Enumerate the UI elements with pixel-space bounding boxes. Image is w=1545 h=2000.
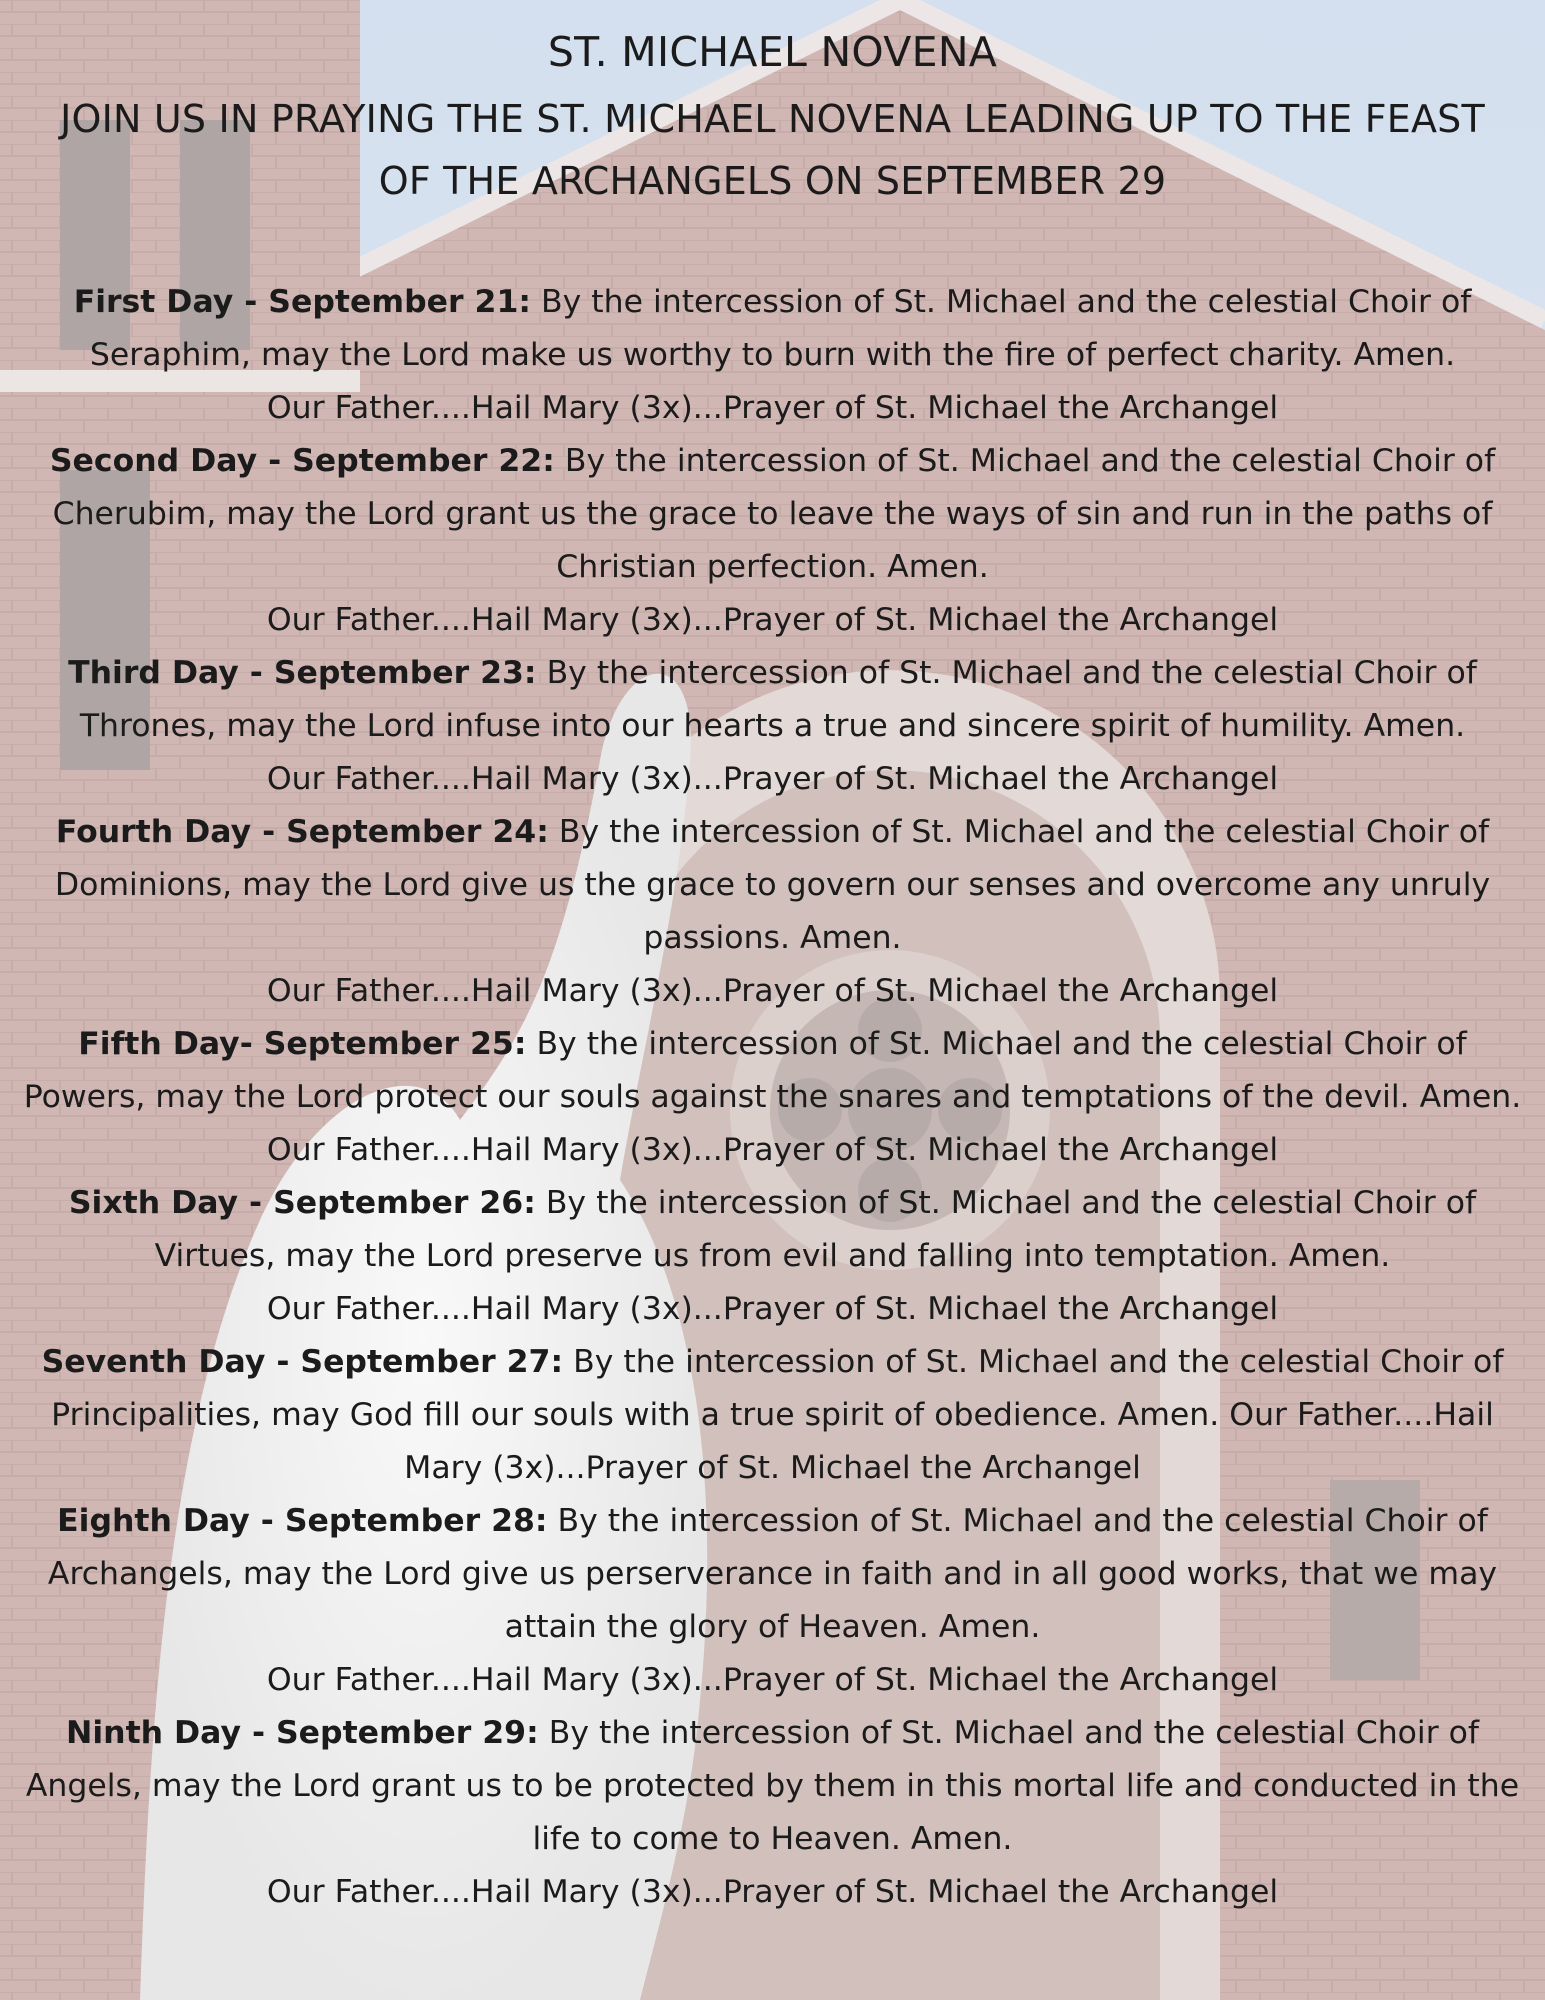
day-text: By the intercession of St. Michael and the celestial Choir of Angels, may the Lord grant us to be protected by them in this mortal life and conducted in the life to come to Heaven. Amen.	[25, 1715, 1520, 1857]
day-label: Ninth Day - September 29:	[65, 1715, 539, 1751]
novena-days	[0, 276, 1545, 1919]
day-label: Third Day - September 23:	[68, 655, 537, 691]
day-label: First Day - September 21:	[73, 284, 531, 320]
day-text: By the intercession of St. Michael and the celestial Choir of Dominions, may the Lord give us the grace to govern our senses and overcome any unruly passions. Amen.	[54, 814, 1491, 956]
day-paragraph	[23, 806, 1523, 965]
day-paragraph	[23, 1336, 1523, 1495]
day-paragraph	[23, 647, 1523, 753]
day-label: Fifth Day- September 25:	[78, 1026, 527, 1062]
day-text: By the intercession of St. Michael and the celestial Choir of Principalities, may God fill our souls with a true spirit of obedience. Amen. Our Father....Hail Mary (3x)...Prayer of St. Michael the Archangel	[51, 1344, 1504, 1486]
novena-day-4	[23, 806, 1523, 1018]
day-label: Second Day - September 22:	[49, 443, 555, 479]
day-prayer: Our Father....Hail Mary (3x)...Prayer of St. Michael the Archangel	[266, 1291, 1279, 1327]
day-text: By the intercession of St. Michael and the celestial Choir of Thrones, may the Lord infuse into our hearts a true and sincere spirit of humility. Amen.	[79, 655, 1477, 744]
day-text: By the intercession of St. Michael and the celestial Choir of Seraphim, may the Lord make us worthy to burn with the fire of perfect charity. Amen.	[89, 284, 1472, 373]
novena-day-8	[23, 1495, 1523, 1707]
day-prayer: Our Father....Hail Mary (3x)...Prayer of St. Michael the Archangel	[266, 390, 1279, 426]
page-title: ST. MICHAEL NOVENA	[547, 28, 998, 76]
novena-day-1	[23, 276, 1523, 435]
novena-day-6	[23, 1177, 1523, 1336]
day-paragraph	[23, 276, 1523, 382]
day-text: By the intercession of St. Michael and the celestial Choir of Archangels, may the Lord give us perserverance in faith and in all good works, that we may attain the glory of Heaven. Amen.	[47, 1503, 1498, 1645]
day-prayer: Our Father....Hail Mary (3x)...Prayer of St. Michael the Archangel	[266, 1662, 1279, 1698]
page-subtitle: JOIN US IN PRAYING THE ST. MICHAEL NOVENA LEADING UP TO THE FEAST OF THE ARCHANGELS ON SEPTEMBER 29	[60, 97, 1485, 203]
day-paragraph	[23, 1707, 1523, 1866]
novena-day-5	[23, 1018, 1523, 1177]
day-prayer: Our Father....Hail Mary (3x)...Prayer of St. Michael the Archangel	[266, 1874, 1279, 1910]
novena-day-2	[23, 435, 1523, 647]
day-label: Sixth Day - September 26:	[68, 1185, 536, 1221]
day-prayer: Our Father....Hail Mary (3x)...Prayer of St. Michael the Archangel	[266, 973, 1279, 1009]
day-text: By the intercession of St. Michael and the celestial Choir of Virtues, may the Lord preserve us from evil and falling into temptation. Amen.	[154, 1185, 1477, 1274]
day-prayer: Our Father....Hail Mary (3x)...Prayer of St. Michael the Archangel	[266, 761, 1279, 797]
day-text: By the intercession of St. Michael and the celestial Choir of Cherubim, may the Lord grant us the grace to leave the ways of sin and run in the paths of Christian perfection. Amen.	[52, 443, 1496, 585]
day-paragraph	[23, 1495, 1523, 1654]
novena-day-3	[23, 647, 1523, 806]
day-label: Eighth Day - September 28:	[57, 1503, 548, 1539]
day-paragraph	[23, 435, 1523, 594]
day-prayer: Our Father....Hail Mary (3x)...Prayer of St. Michael the Archangel	[266, 602, 1279, 638]
day-label: Seventh Day - September 27:	[41, 1344, 564, 1380]
day-label: Fourth Day - September 24:	[55, 814, 549, 850]
novena-day-7	[23, 1336, 1523, 1495]
day-prayer: Our Father....Hail Mary (3x)...Prayer of St. Michael the Archangel	[266, 1132, 1279, 1168]
day-paragraph	[23, 1177, 1523, 1283]
day-paragraph	[23, 1018, 1523, 1124]
novena-day-9	[23, 1707, 1523, 1919]
day-text: By the intercession of St. Michael and the celestial Choir of Powers, may the Lord protect our souls against the snares and temptations of the devil. Amen.	[23, 1026, 1522, 1115]
